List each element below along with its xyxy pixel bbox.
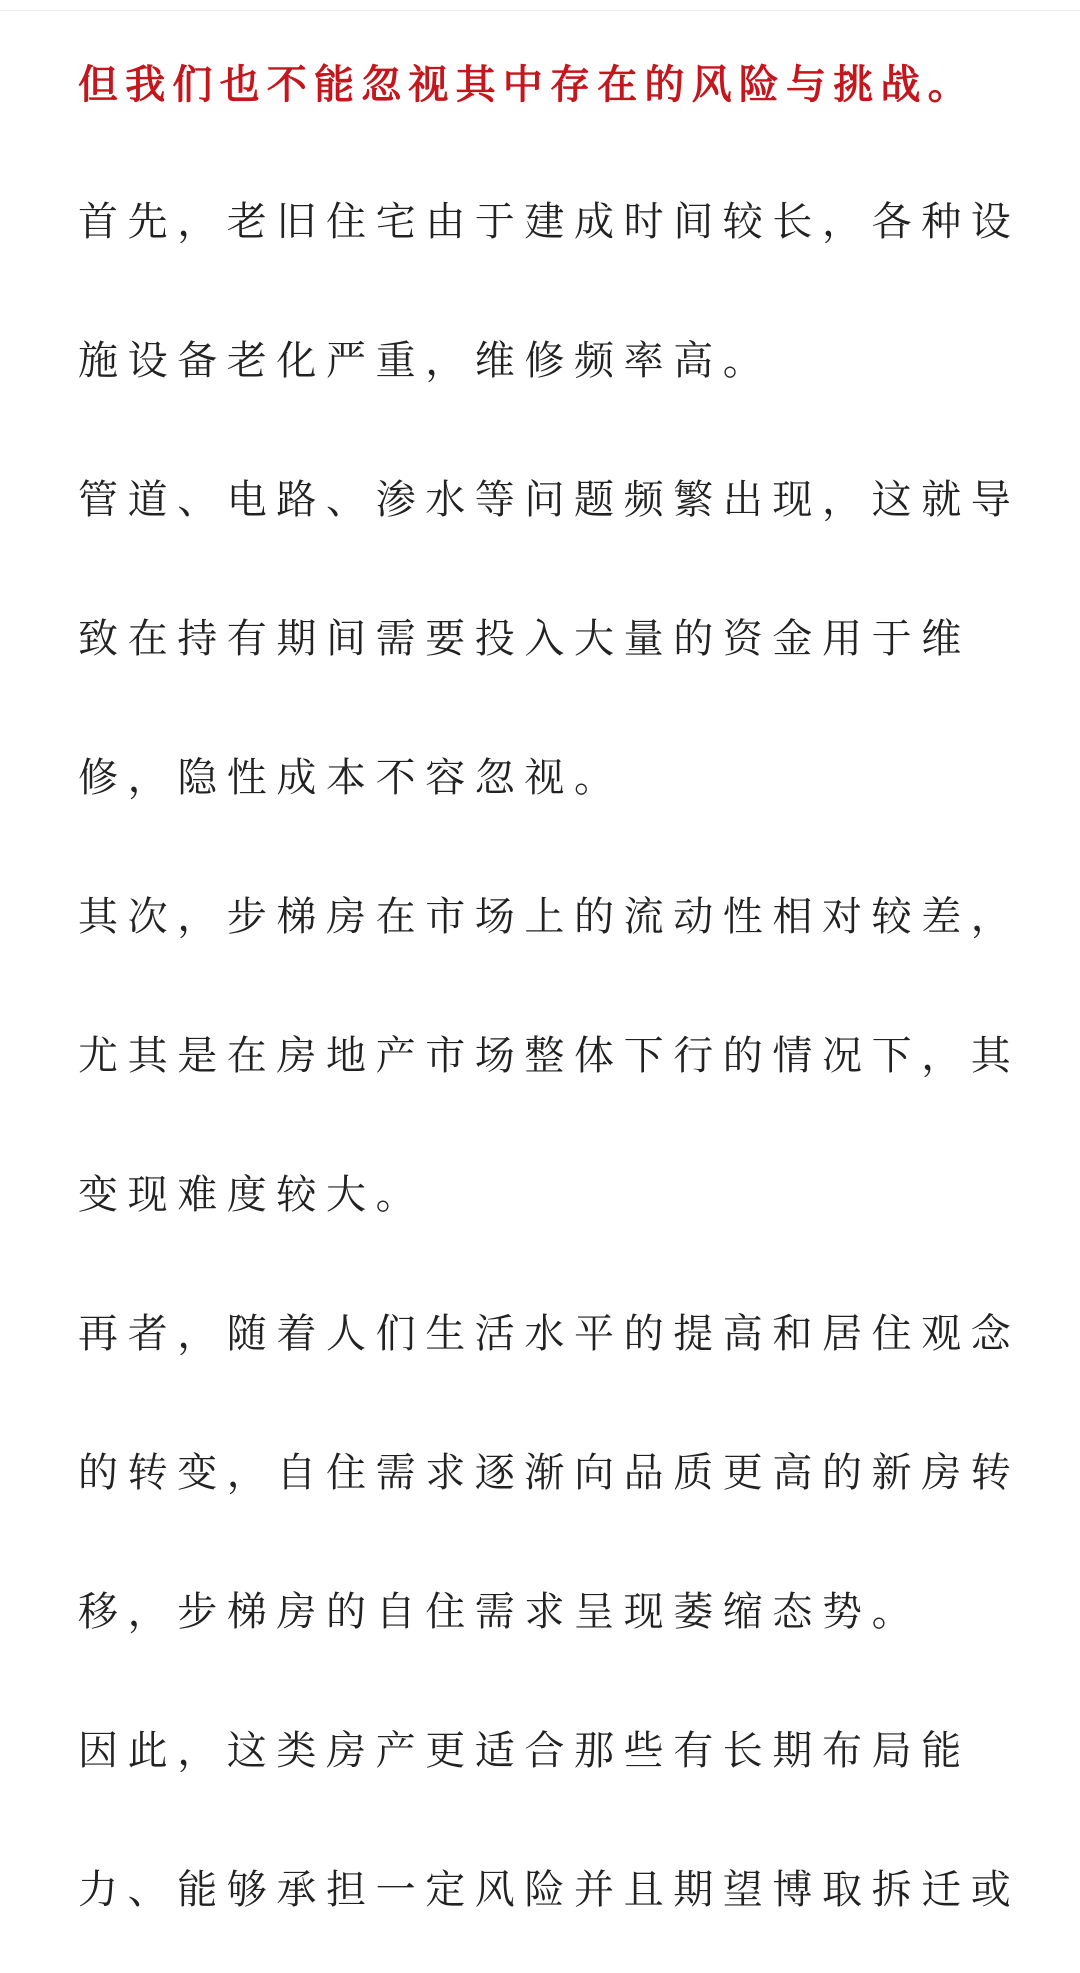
- paragraph-line: 施设备老化严重，维修频率高。: [78, 338, 773, 384]
- paragraph-line: 移，步梯房的自住需求呈现萎缩态势。: [78, 1589, 922, 1635]
- paragraph-line: 力、能够承担一定风险并且期望博取拆迁或: [78, 1867, 1021, 1913]
- paragraph-line: 尤其是在房地产市场整体下行的情况下，其: [78, 1033, 1021, 1079]
- top-divider: [0, 0, 1080, 11]
- highlight-sentence: 但我们也不能忽视其中存在的风险与挑战。: [78, 62, 975, 108]
- paragraph-line: 因此，这类房产更适合那些有长期布局能: [78, 1728, 971, 1774]
- paragraph-line: 修，隐性成本不容忽视。: [78, 755, 624, 801]
- paragraph-line: 管道、电路、渗水等问题频繁出现，这就导: [78, 477, 1021, 523]
- paragraph-line: 其次，步梯房在市场上的流动性相对较差，: [78, 894, 1021, 940]
- paragraph-line: 首先，老旧住宅由于建成时间较长，各种设: [78, 199, 1021, 245]
- paragraph-line: 变现难度较大。: [78, 1172, 426, 1218]
- paragraph-line: 的转变，自住需求逐渐向品质更高的新房转: [78, 1450, 1021, 1496]
- paragraph-line: 再者，随着人们生活水平的提高和居住观念: [78, 1311, 1021, 1357]
- paragraph-line: 致在持有期间需要投入大量的资金用于维: [78, 616, 971, 662]
